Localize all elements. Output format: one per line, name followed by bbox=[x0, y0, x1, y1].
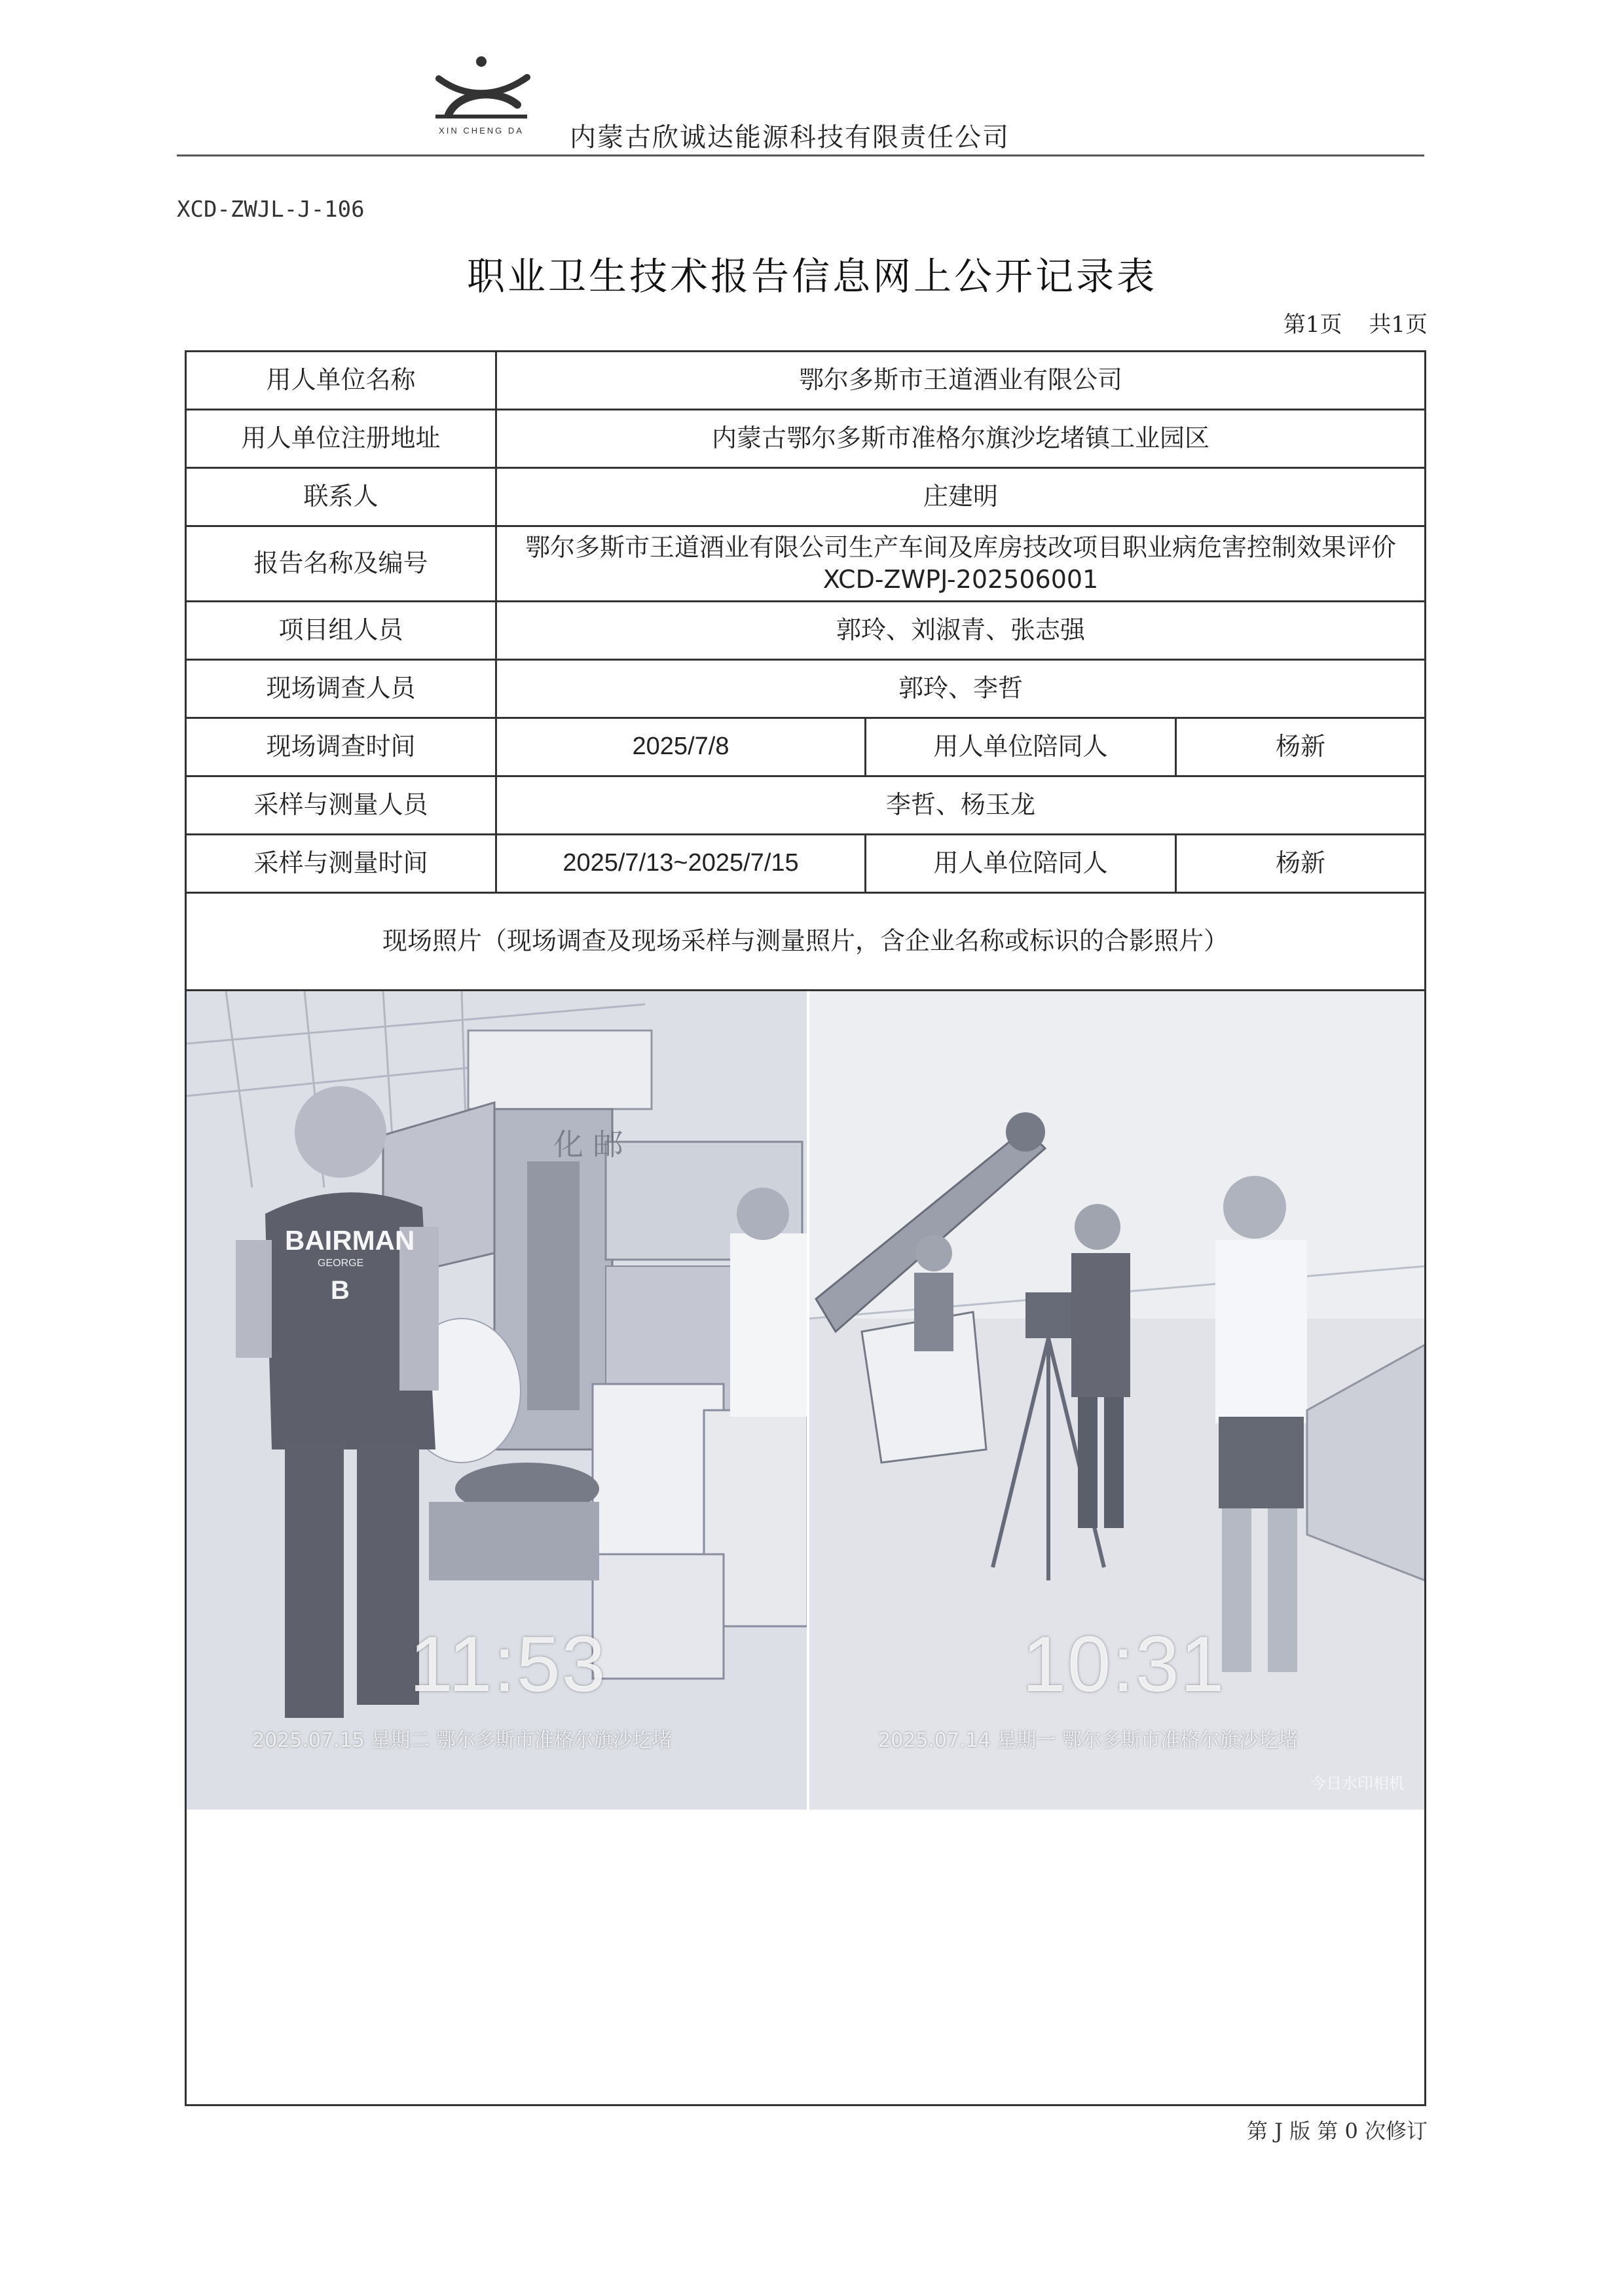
report-label: 报告名称及编号 bbox=[186, 526, 496, 602]
address-value: 内蒙古鄂尔多斯市准格尔旗沙圪堵镇工业园区 bbox=[496, 410, 1426, 468]
address-label: 用人单位注册地址 bbox=[186, 410, 496, 468]
table-row bbox=[186, 893, 1426, 991]
table-row bbox=[186, 410, 1426, 468]
employer-name-value: 鄂尔多斯市王道酒业有限公司 bbox=[496, 352, 1426, 410]
record-table bbox=[185, 350, 1426, 2106]
survey-staff-value: 郭玲、李哲 bbox=[496, 660, 1426, 718]
photos-caption: 现场照片（现场调查及现场采样与测量照片，含企业名称或标识的合影照片） bbox=[186, 893, 1426, 991]
photo-time: 10:31 bbox=[1022, 1620, 1226, 1708]
photo-strip bbox=[187, 991, 1424, 1810]
revision-footer: 第 J 版 第 0 次修订 bbox=[1246, 2119, 1428, 2143]
site-photo-2 bbox=[809, 991, 1424, 1810]
sampling-time-value: 2025/7/13~2025/7/15 bbox=[496, 835, 866, 893]
company-name: 内蒙古欣诚达能源科技有限责任公司 bbox=[570, 122, 1010, 153]
page-total: 共1页 bbox=[1369, 312, 1428, 338]
photo-stamp: 2025.07.15 星期二 鄂尔多斯市准格尔旗沙圪堵 bbox=[252, 1729, 672, 1752]
table-row bbox=[186, 718, 1426, 776]
document-code: XCD-ZWJL-J-106 bbox=[177, 196, 365, 223]
page-title: 职业卫生技术报告信息网上公开记录表 bbox=[466, 254, 1157, 299]
table-row bbox=[186, 468, 1426, 526]
contact-label: 联系人 bbox=[186, 468, 496, 526]
shirt-print-letter: B bbox=[331, 1276, 350, 1305]
page-info bbox=[1231, 306, 1428, 338]
logo-caption: XIN CHENG DA bbox=[439, 126, 524, 136]
survey-time-value: 2025/7/8 bbox=[496, 718, 866, 776]
survey-time-label: 现场调查时间 bbox=[186, 718, 496, 776]
table-row bbox=[186, 352, 1426, 410]
team-label: 项目组人员 bbox=[186, 602, 496, 660]
table-row bbox=[186, 602, 1426, 660]
sampling-time-label: 采样与测量时间 bbox=[186, 835, 496, 893]
sampling-companion-label: 用人单位陪同人 bbox=[866, 835, 1176, 893]
photos-cell bbox=[186, 991, 1426, 2105]
survey-staff-label: 现场调查人员 bbox=[186, 660, 496, 718]
shirt-print: BAIRMAN bbox=[285, 1225, 415, 1256]
table-row bbox=[186, 526, 1426, 602]
table-row bbox=[186, 776, 1426, 835]
page-number: 第1页 bbox=[1283, 312, 1342, 338]
contact-value: 庄建明 bbox=[496, 468, 1426, 526]
table-row bbox=[186, 660, 1426, 718]
photo-stamp: 2025.07.14 星期一 鄂尔多斯市准格尔旗沙圪堵 bbox=[878, 1729, 1298, 1752]
camera-watermark: 今日水印相机 bbox=[1310, 1774, 1405, 1793]
shirt-print-sub: GEORGE bbox=[318, 1258, 364, 1269]
survey-companion-label: 用人单位陪同人 bbox=[866, 718, 1176, 776]
sampling-staff-value: 李哲、杨玉龙 bbox=[496, 776, 1426, 835]
report-value: 鄂尔多斯市王道酒业有限公司生产车间及库房技改项目职业病危害控制效果评价XCD-ZWPJ-202506001 bbox=[496, 526, 1426, 602]
wall-sign: 化 邮 bbox=[553, 1127, 623, 1162]
sampling-companion-value: 杨新 bbox=[1176, 835, 1426, 893]
survey-companion-value: 杨新 bbox=[1176, 718, 1426, 776]
logo-mark-icon bbox=[419, 52, 544, 124]
table-row bbox=[186, 835, 1426, 893]
header-divider bbox=[177, 155, 1424, 156]
site-photo-1 bbox=[187, 991, 807, 1810]
table-row bbox=[186, 991, 1426, 2105]
company-logo bbox=[419, 52, 544, 137]
photo-time: 11:53 bbox=[409, 1620, 607, 1708]
team-value: 郭玲、刘淑青、张志强 bbox=[496, 602, 1426, 660]
employer-name-label: 用人单位名称 bbox=[186, 352, 496, 410]
sampling-staff-label: 采样与测量人员 bbox=[186, 776, 496, 835]
